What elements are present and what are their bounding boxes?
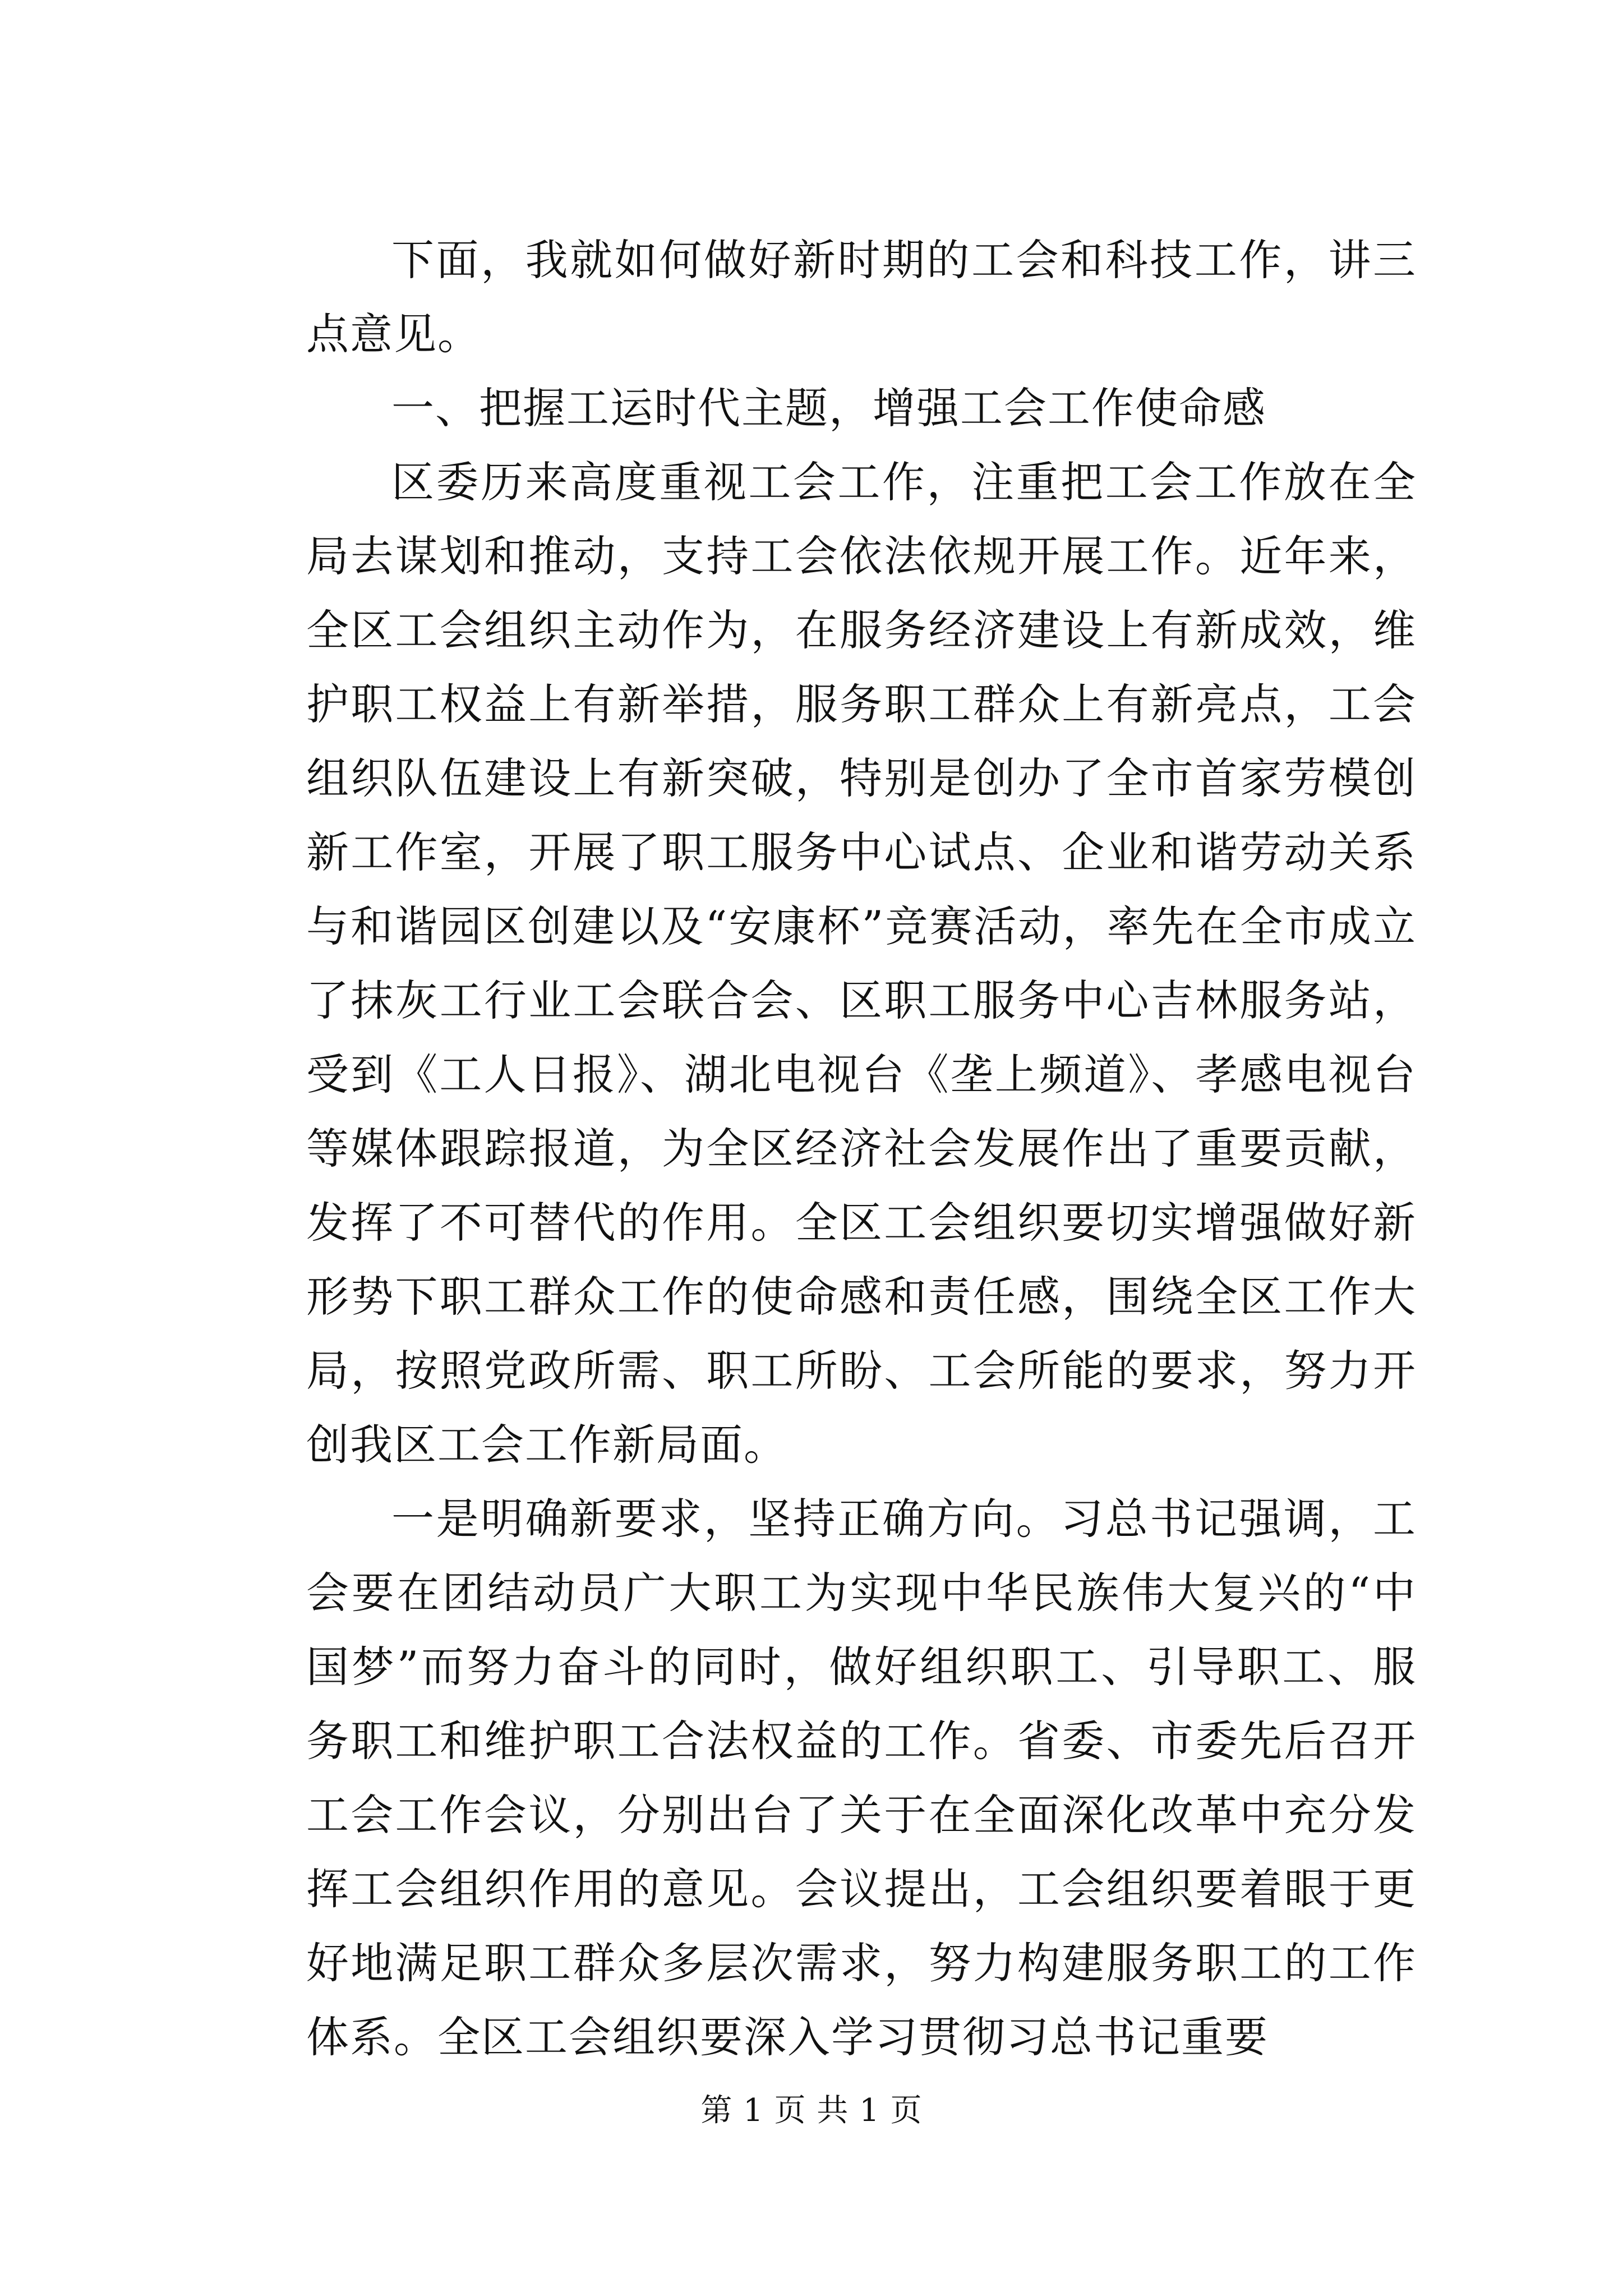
body-paragraph-1: 区委历来高度重视工会工作，注重把工会工作放在全局去谋划和推动，支持工会依法依规开展工作。近年来，全区工会组织主动作为，在服务经济建设上有新成效，维护职工权益上有新举措，服务职工群众上有新亮点，工会组织队伍建设上有新突破，特别是创办了全市首家劳模创新工作室，开展了职工服务中心试点、企业和谐劳动关系与和谐园区创建以及“安康杯”竞赛活动，率先在全市成立了抹灰工行业工会联合会、区职工服务中心吉林服务站，受到《工人日报》、湖北电视台《垄上频道》、孝感电视台等媒体跟踪报道，为全区经济社会发展作出了重要贡献，发挥了不可替代的作用。全区工会组织要切实增强做好新形势下职工群众工作的使命感和责任感，围绕全区工作大局，按照党政所需、职工所盼、工会所能的要求，努力开创我区工会工作新局面。 [306,457,1417,1470]
page-footer: 第 1 页 共 1 页 [700,2092,923,2129]
intro-paragraph: 下面，我就如何做好新时期的工会和科技工作，讲三点意见。 [306,235,1417,359]
body-paragraph-2: 一是明确新要求，坚持正确方向。习总书记强调，工会要在团结动员广大职工为实现中华民族伟大复兴的“中国梦”而努力奋斗的同时，做好组织职工、引导职工、服务职工和维护职工合法权益的工作。省委、市委先后召开工会工作会议，分别出台了关于在全面深化改革中充分发挥工会组织作用的意见。会议提出，工会组织要着眼于更好地满足职工群众多层次需求，努力构建服务职工的工作体系。全区工会组织要深入学习贯彻习总书记重要 [306,1494,1417,2062]
section-heading: 一、把握工运时代主题，增强工会工作使命感 [391,383,1266,433]
document-body [306,223,1417,2074]
